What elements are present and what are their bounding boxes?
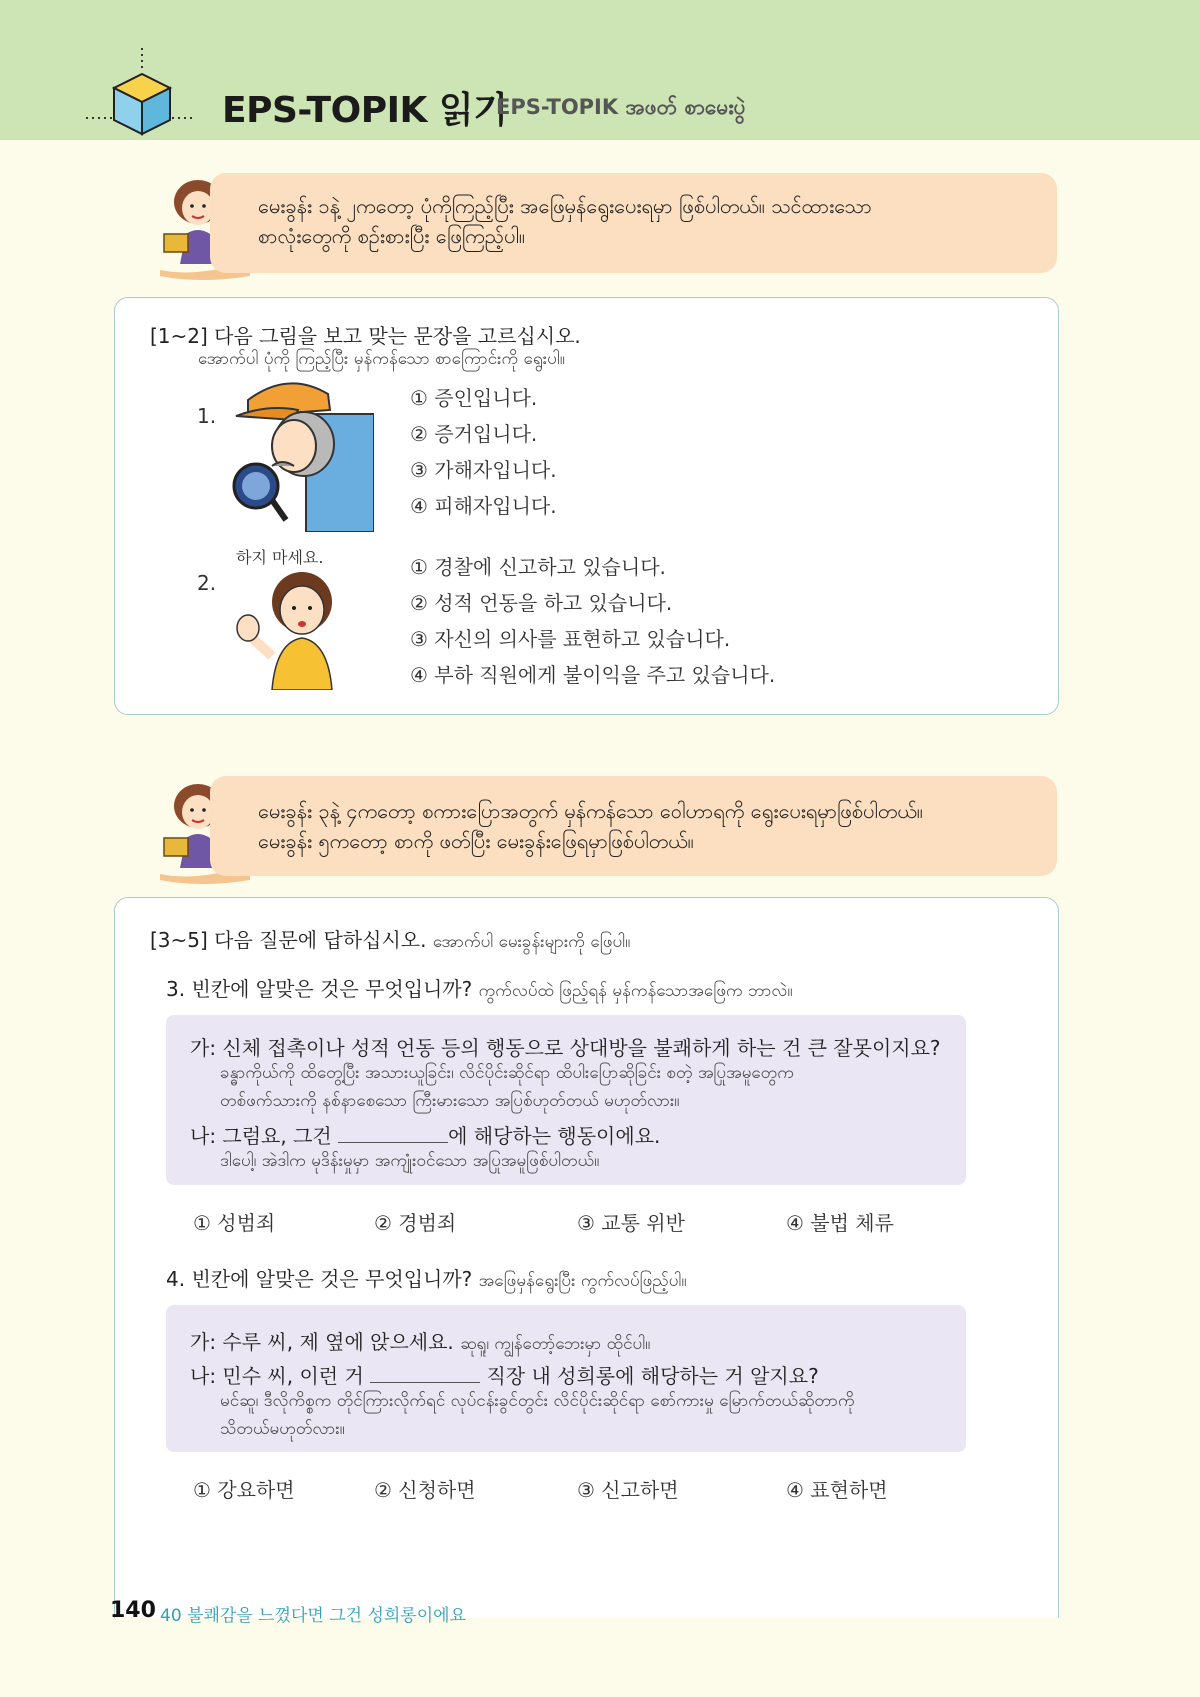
woman-stop-illustration: [236, 566, 360, 690]
dialog-translation: တစ်ဖက်သားကို နစ်နာစေသော ကြီးမားသော အပြစ်ဟုတ်တယ် မဟုတ်လား။: [220, 1091, 680, 1111]
tip-line: မေးခွန်း ၁နဲ့ ၂ကတော့ ပုံကိုကြည့်ပြီး အဖြေမှန်ရွေးပေးရမှာ ဖြစ်ပါတယ်။ သင်ထားသော: [258, 194, 872, 218]
option[interactable]: ④ 불법 체류: [786, 1211, 894, 1235]
cube-icon: [86, 48, 206, 138]
page-subtitle: EPS-TOPIK အဖတ် စာမေးပွဲ: [496, 95, 746, 119]
dialog-line: 가: 신체 접촉이나 성적 언동 등의 행동으로 상대방을 불쾌하게 하는 건 큰 잘못이지요?: [190, 1036, 941, 1060]
option[interactable]: ① 경찰에 신고하고 있습니다.: [410, 555, 666, 579]
tip-box-1: [210, 173, 1057, 273]
option[interactable]: ③ 교통 위반: [577, 1211, 685, 1235]
option[interactable]: ④ 피해자입니다.: [410, 494, 557, 518]
dialog-translation: ဒါပေါ့၊ အဲဒါက မုဒိန်းမှုမှာ အကျုံးဝင်သော အပြုအမူဖြစ်ပါတယ်။: [220, 1151, 600, 1171]
page-number: 140: [110, 1598, 156, 1623]
option[interactable]: ② 증거입니다.: [410, 422, 538, 446]
tip-box-2: [210, 776, 1057, 876]
option[interactable]: ③ 가해자입니다.: [410, 458, 557, 482]
option[interactable]: ④ 부하 직원에게 불이익을 주고 있습니다.: [410, 663, 776, 687]
dialog-translation: သိတယ်မဟုတ်လား။: [220, 1419, 345, 1439]
tip-line: မေးခွန်း ၃နဲ့ ၄ကတော့ စကားပြောအတွက် မှန်ကန်သော ဝေါဟာရကို ရွေးပေးရမှာဖြစ်ပါတယ်။: [258, 799, 923, 823]
option[interactable]: ① 강요하면: [193, 1478, 295, 1502]
question-number: 2.: [197, 571, 217, 595]
question-box-3-5: [114, 897, 1059, 1618]
option[interactable]: ② 경범죄: [374, 1211, 457, 1235]
page-title: EPS-TOPIK 읽기: [222, 90, 508, 131]
dialog-line: 가: 수루 씨, 제 옆에 앉으세요. ဆုရူ၊ ကျွန်တော့်ဘေးမှာ ထိုင်ပါ။: [190, 1330, 651, 1354]
section-heading: [1~2] 다음 그림을 보고 맞는 문장을 고르십시오.: [150, 324, 581, 348]
option[interactable]: ④ 표현하면: [786, 1478, 888, 1502]
dialog-line: 나: 그럼요, 그건 에 해당하는 행동이에요.: [190, 1124, 661, 1148]
dialog-line: 나: 민수 씨, 이런 거 직장 내 성희롱에 해당하는 거 알지요?: [190, 1364, 819, 1388]
chapter-title: 40 불쾌감을 느꼈다면 그건 성희롱이에요: [160, 1606, 466, 1626]
detective-illustration: [228, 374, 374, 532]
option[interactable]: ③ 자신의 의사를 표현하고 있습니다.: [410, 627, 731, 651]
section-heading-my: အောက်ပါ ပုံကို ကြည့်ပြီး မှန်ကန်သော စာကြောင်းကို ရွေးပါ။: [198, 349, 565, 369]
option[interactable]: ② 성적 언동을 하고 있습니다.: [410, 591, 673, 615]
option[interactable]: ① 증인입니다.: [410, 386, 538, 410]
dialog-translation: ခန္ဓာကိုယ်ကို ထိတွေ့ပြီး အသားယူခြင်း၊ လိင်ပိုင်းဆိုင်ရာ ထိပါးပြောဆိုခြင်း စတဲ့ အပြုအမူတွေက: [220, 1063, 794, 1083]
option[interactable]: ③ 신고하면: [577, 1478, 679, 1502]
option[interactable]: ② 신청하면: [374, 1478, 476, 1502]
question-number: 1.: [197, 404, 217, 428]
dialog-translation: မင်ဆူ၊ ဒီလိုကိစ္စက တိုင်ကြားလိုက်ရင် လုပ်ငန်းခွင်တွင်း လိင်ပိုင်းဆိုင်ရာ စော်ကားမှု မြောက်တယ်ဆိုတာကို: [220, 1391, 855, 1411]
question-4: 4. 빈칸에 알맞은 것은 무엇입니까? အဖြေမှန်ရွေးပြီး ကွက်လပ်ဖြည့်ပါ။: [166, 1267, 687, 1291]
tip-line: မေးခွန်း ၅ကတော့ စာကို ဖတ်ပြီး မေးခွန်းဖြေရမှာဖြစ်ပါတယ်။: [258, 829, 694, 853]
question-3: 3. 빈칸에 알맞은 것은 무엇입니까? ကွက်လပ်ထဲ ဖြည့်ရန် မှန်ကန်သောအဖြေက ဘာလဲ။: [166, 977, 793, 1001]
page-header: [0, 0, 1200, 140]
section-heading: [3~5] 다음 질문에 답하십시오. အောက်ပါ မေးခွန်းများကို ဖြေပါ။: [150, 928, 631, 952]
answer-blank[interactable]: [370, 1364, 480, 1383]
speech-text: 하지 마세요.: [236, 548, 324, 567]
option[interactable]: ① 성범죄: [193, 1211, 276, 1235]
tip-line: စာလုံးတွေကို စဉ်းစားပြီး ဖြေကြည့်ပါ။: [258, 224, 525, 248]
answer-blank[interactable]: [338, 1124, 448, 1143]
